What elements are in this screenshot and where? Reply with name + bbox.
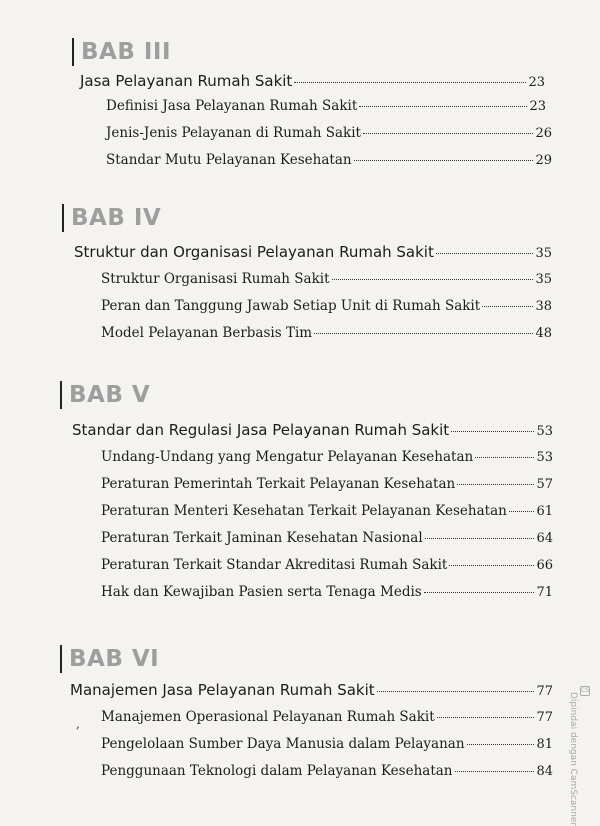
toc-sub-entry[interactable] <box>101 763 553 779</box>
toc-entry-label: Manajemen Jasa Pelayanan Rumah Sakit <box>70 681 375 699</box>
toc-entry-label: Pengelolaan Sumber Daya Manusia dalam Pelayanan <box>101 736 465 752</box>
leader-dots <box>467 744 535 745</box>
leader-dots <box>482 306 533 307</box>
toc-sub-entry[interactable] <box>106 125 552 141</box>
toc-entry-label: Definisi Jasa Pelayanan Rumah Sakit <box>106 98 358 114</box>
scanner-watermark: Dipindai dengan CamScanner <box>568 692 578 826</box>
toc-sub-entry[interactable] <box>101 584 553 600</box>
toc-page-number: 77 <box>536 684 553 699</box>
toc-page-number: 81 <box>536 737 553 752</box>
leader-dots <box>451 431 534 432</box>
toc-sub-entry[interactable] <box>101 325 552 341</box>
toc-sub-entry[interactable] <box>101 709 553 725</box>
toc-sub-entry[interactable] <box>101 557 553 573</box>
toc-page-number: 23 <box>528 75 545 90</box>
leader-dots <box>424 592 535 593</box>
toc-entry-label: Standar Mutu Pelayanan Kesehatan <box>106 152 352 168</box>
toc-entry-label: Manajemen Operasional Pelayanan Rumah Sakit <box>101 709 435 725</box>
toc-entry-label: Hak dan Kewajiban Pasien serta Tenaga Medis <box>101 584 422 600</box>
leader-dots <box>354 160 534 161</box>
toc-sub-entry[interactable] <box>101 476 553 492</box>
leader-dots <box>436 253 534 254</box>
leader-dots <box>509 511 535 512</box>
toc-entry-label: Model Pelayanan Berbasis Tim <box>101 325 313 341</box>
chapter-bar <box>60 381 62 409</box>
toc-page-number: 77 <box>536 710 553 725</box>
stray-mark: , <box>76 717 80 731</box>
leader-dots <box>449 565 534 566</box>
toc-page-number: 23 <box>529 99 546 114</box>
chapter-bar <box>60 645 62 673</box>
chapter-heading <box>62 203 161 233</box>
chapter-bar <box>72 38 74 66</box>
toc-main-entry[interactable] <box>72 421 553 439</box>
toc-page-number: 26 <box>535 126 552 141</box>
toc-page-number: 53 <box>536 424 553 439</box>
camscanner-icon: CS <box>581 687 589 694</box>
toc-sub-entry[interactable] <box>106 152 552 168</box>
toc-entry-label: Jasa Pelayanan Rumah Sakit <box>80 72 293 90</box>
toc-page-number: 48 <box>535 326 552 341</box>
toc-page-number: 29 <box>535 153 552 168</box>
toc-page-number: 57 <box>536 477 553 492</box>
toc-entry-label: Struktur Organisasi Rumah Sakit <box>101 271 330 287</box>
toc-entry-label: Struktur dan Organisasi Pelayanan Rumah Sakit <box>74 243 434 261</box>
chapter-bar <box>62 204 64 232</box>
toc-page-number: 35 <box>535 272 552 287</box>
chapter-heading <box>60 644 159 674</box>
toc-entry-label: Peraturan Menteri Kesehatan Terkait Pelayanan Kesehatan <box>101 503 507 519</box>
leader-dots <box>377 691 535 692</box>
toc-page-number: 53 <box>536 450 553 465</box>
leader-dots <box>332 279 534 280</box>
toc-main-entry[interactable] <box>70 681 553 699</box>
leader-dots <box>314 333 533 334</box>
leader-dots <box>475 457 534 458</box>
chapter-title: BAB IV <box>71 205 162 231</box>
leader-dots <box>294 82 526 83</box>
toc-entry-label: Peran dan Tanggung Jawab Setiap Unit di Rumah Sakit <box>101 298 481 314</box>
chapter-heading <box>60 380 150 410</box>
toc-entry-label: Undang-Undang yang Mengatur Pelayanan Kesehatan <box>101 449 474 465</box>
chapter-title: BAB V <box>69 382 151 408</box>
toc-sub-entry[interactable] <box>101 449 553 465</box>
toc-entry-label: Standar dan Regulasi Jasa Pelayanan Rumah Sakit <box>72 421 450 439</box>
leader-dots <box>457 484 534 485</box>
toc-sub-entry[interactable] <box>101 298 552 314</box>
leader-dots <box>455 771 535 772</box>
leader-dots <box>425 538 535 539</box>
toc-main-entry[interactable] <box>74 243 552 261</box>
toc-page-number: 64 <box>536 531 553 546</box>
toc-sub-entry[interactable] <box>101 530 553 546</box>
toc-sub-entry[interactable] <box>101 271 552 287</box>
chapter-heading <box>72 37 171 67</box>
toc-entry-label: Penggunaan Teknologi dalam Pelayanan Kesehatan <box>101 763 453 779</box>
toc-page-number: 71 <box>536 585 553 600</box>
toc-entry-label: Peraturan Terkait Jaminan Kesehatan Nasional <box>101 530 423 546</box>
toc-entry-label: Peraturan Pemerintah Terkait Pelayanan Kesehatan <box>101 476 456 492</box>
toc-page-number: 66 <box>536 558 553 573</box>
toc-page-number: 61 <box>536 504 553 519</box>
chapter-title: BAB III <box>81 39 172 65</box>
chapter-title: BAB VI <box>69 646 160 672</box>
toc-sub-entry[interactable] <box>106 98 546 114</box>
toc-page-number: 35 <box>535 246 552 261</box>
leader-dots <box>363 133 534 134</box>
toc-page-number: 38 <box>535 299 552 314</box>
toc-entry-label: Peraturan Terkait Standar Akreditasi Rumah Sakit <box>101 557 448 573</box>
toc-sub-entry[interactable] <box>101 503 553 519</box>
leader-dots <box>437 717 535 718</box>
toc-main-entry[interactable] <box>80 72 545 90</box>
toc-sub-entry[interactable] <box>101 736 553 752</box>
leader-dots <box>359 106 527 107</box>
toc-page-number: 84 <box>536 764 553 779</box>
toc-entry-label: Jenis-Jenis Pelayanan di Rumah Sakit <box>106 125 361 141</box>
